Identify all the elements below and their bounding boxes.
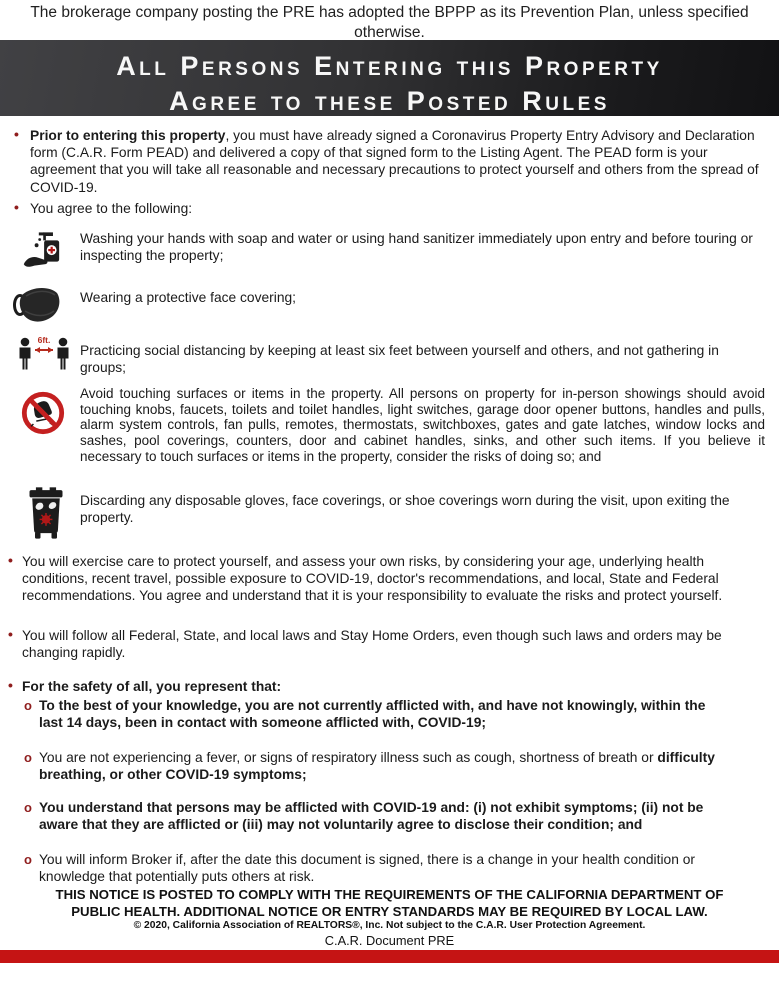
icon-rule-washing-hands xyxy=(0,228,779,264)
rules-banner xyxy=(0,40,779,116)
banner-line-2: Agree to these Posted Rules xyxy=(169,86,610,116)
icon-rule-discarding xyxy=(0,486,779,526)
footer-document-name: C.A.R. Document PRE xyxy=(324,933,455,948)
banner-line-1: All Persons Entering this Property xyxy=(116,51,663,81)
rule-exercise-care: • You will exercise care to protect yourself, and assess your own risks, by considering your age, underlying health conditions, recent travel, possible exposure to COVID-19, doctor's recommendations, and local, State and Federal recommendations. You agree and understand that it is your responsibility to evaluate the risks and protect yourself. xyxy=(8,552,723,604)
footer-copyright: © 2020, California Association of REALTORS®, Inc. Not subject to the C.A.R. User Protection Agreement. xyxy=(133,920,646,931)
bullet-marker: • xyxy=(8,626,13,642)
sub-rule-not-afflicted: o To the best of your knowledge, you are not currently afflicted with, and have not knowingly, within the last 14 days, been in contact with someone afflicted with, COVID-19; xyxy=(24,698,706,731)
rule-prior-entry xyxy=(14,127,765,196)
footer-notice: THIS NOTICE IS POSTED TO COMPLY WITH THE REQUIREMENTS OF THE CALIFORNIA DEPARTMENT OF PUBLIC HEALTH. ADDITIONAL NOTICE OR ENTRY STANDARDS MAY BE REQUIRED BY LOCAL LAW. xyxy=(55,887,724,919)
bullet-marker: • xyxy=(14,199,19,215)
rule-agree-following: • You agree to the following: xyxy=(14,199,193,216)
rule-prior-entry-text: Prior to entering this property, you must have already signed a Coronavirus Property Entry Advisory and Declaration form (C.A.R. Form PEAD) and delivered a copy of that signed form to the Listing Agent. The PEAD form is your agreement that you will take all reasonable and necessary precautions to protect yourself and others from the spread of COVID-19. xyxy=(30,128,759,195)
top-note: The brokerage company posting the PRE has adopted the BPPP as its Prevention Plan, unless specified otherwise. xyxy=(30,4,749,41)
icon-rule-face-covering xyxy=(0,284,779,306)
bullet-marker: • xyxy=(8,552,13,568)
icon-rule-text: Avoid touching surfaces or items in the property. All persons on property for in-person showings should avoid touching knobs, faucets, toilets and toilet handles, light switches, garage door opener buttons, handles and pulls, alarm system controls, fan pulls, remotes, thermostats, switchboxes, gates and gate latches, window locks and sashes, pool coverings, counters, door and cabinet handles, sinks, and other such items. If you believe it necessary to touch surfaces or items in the property, consider the risks of doing so; and xyxy=(80,386,765,464)
sub-rule-inform-broker: o You will inform Broker if, after the date this document is signed, there is a change in your health condition or knowledge that potentially puts others at risk. xyxy=(24,852,695,885)
bullet-marker: • xyxy=(8,677,13,693)
hand-sanitizer-icon xyxy=(22,228,68,279)
icon-rule-text: Washing your hands with soap and water or using hand sanitizer immediately upon entry and before touring or inspecting the property; xyxy=(80,231,753,264)
sub-bullet-marker: o xyxy=(24,800,32,815)
icon-rule-text: Practicing social distancing by keeping at least six feet between yourself and others, and not gathering in groups; xyxy=(80,343,719,376)
safety-lead: For the safety of all, you represent that: xyxy=(22,679,282,694)
icon-rule-text: Wearing a protective face covering; xyxy=(80,290,297,305)
sub-rule-no-symptoms: o You are not experiencing a fever, or signs of respiratory illness such as cough, shortness of breath or difficulty breathing, or other COVID-19 symptoms; xyxy=(24,750,715,783)
icon-rule-text: Discarding any disposable gloves, face coverings, or shoe coverings worn during the visit, upon exiting the property. xyxy=(80,493,730,526)
sub-rule-understand-afflicted: o You understand that persons may be afflicted with COVID-19 and: (i) not exhibit symptoms; (ii) not be aware that they are afflicted or (iii) may not voluntarily agree to disclose their condition; and xyxy=(24,800,704,833)
footer-red-bar xyxy=(0,950,779,963)
trash-disposal-icon xyxy=(24,486,68,545)
rule-safety-representations xyxy=(8,678,765,695)
icon-rule-avoid-touching xyxy=(0,386,779,465)
sub-bullet-marker: o xyxy=(24,852,32,867)
six-feet-label: 6ft. xyxy=(37,335,51,345)
no-touching-icon xyxy=(20,390,66,441)
face-mask-icon xyxy=(12,284,64,331)
rule-follow-laws: • You will follow all Federal, State, and local laws and Stay Home Orders, even though such laws and orders may be changing rapidly. xyxy=(8,626,722,661)
icon-rule-social-distancing xyxy=(0,334,779,376)
social-distancing-icon xyxy=(16,334,72,389)
bullet-marker: • xyxy=(14,126,19,142)
rule-prior-entry-lead: Prior to entering this property xyxy=(30,128,226,143)
sub-bullet-marker: o xyxy=(24,750,32,765)
sub-bullet-marker: o xyxy=(24,698,32,713)
